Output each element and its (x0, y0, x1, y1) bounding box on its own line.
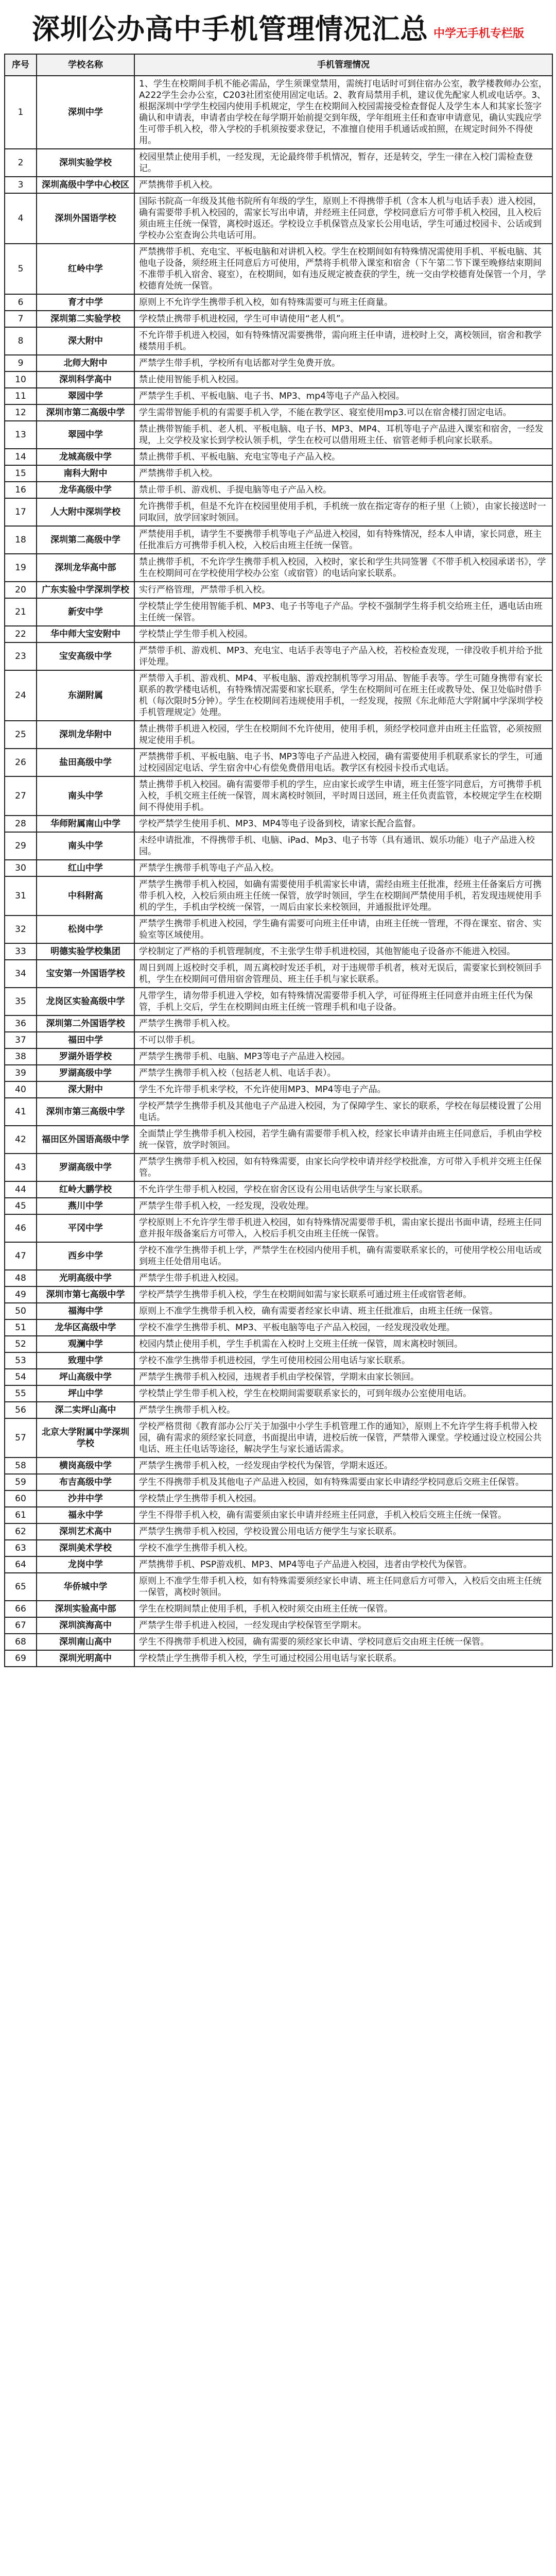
school-name: 观澜中学 (37, 1336, 134, 1352)
table-row (5, 1181, 552, 1198)
row-number: 21 (5, 598, 37, 626)
school-name: 南科大附中 (37, 465, 134, 482)
policy-text: 禁止使用智能手机入校园。 (134, 371, 552, 388)
row-number: 14 (5, 449, 37, 465)
row-number: 53 (5, 1352, 37, 1369)
school-name: 福永中学 (37, 1507, 134, 1523)
table-row (5, 355, 552, 371)
table-row (5, 1214, 552, 1242)
policy-text: 学生不得带手机入校，确有需要须由家长申请并经班主任同意，手机入校后交班主任统一保管。 (134, 1507, 552, 1523)
policy-text: 严禁学生携带手机入校（包括老人机、电话手表）。 (134, 1065, 552, 1081)
policy-text: 不允许带手机进入校园，如有特殊情况需要携带，需向班主任申请，进校时上交，离校领回，宿舍和教学楼禁用手机。 (134, 327, 552, 355)
policy-text: 严禁带入手机、游戏机、MP4、平板电脑、游戏控制机等学习用品、智能手表等。学生可随身携带有家长联系的教学楼电话机，有特殊情况需要和家长联系，学生在校期间可在班主任或教导处、保卫处临时借手机（每次限时5分钟）。学生在校期间若违规使用手机，一经发现，按照《东北师范大学附属中学深圳学校手机管理规定》处理。 (134, 670, 552, 721)
policy-text: 严禁学生携带手机入校。 (134, 1402, 552, 1418)
policy-text: 严禁学生携带手机、电脑、MP3等电子产品进入校园。 (134, 1048, 552, 1065)
school-name: 深二实坪山高中 (37, 1402, 134, 1418)
row-number: 27 (5, 776, 37, 816)
row-number: 24 (5, 670, 37, 721)
school-name: 东湖附属 (37, 670, 134, 721)
policy-text: 禁止带手机、游戏机、手提电脑等电子产品入校。 (134, 482, 552, 498)
policy-text: 凡带学生，请勿带手机进入学校，如有特殊情况需要带手机入学，可征得班主任同意并由班主任代为保管，手机上交后，学生在校期间由班主任统一管理手机和电子设备。 (134, 988, 552, 1015)
table-row (5, 1242, 552, 1270)
row-number: 1 (5, 76, 37, 149)
school-name: 龙华区高级中学 (37, 1319, 134, 1336)
policy-text: 学生不允许带手机来学校，不允许使用MP3、MP4等电子产品。 (134, 1081, 552, 1098)
policy-text: 禁止携带手机进入校园，学生在校期间不允许使用，使用手机，须经学校同意并由班主任监管，必须按照规定使用手机。 (134, 721, 552, 749)
policy-table (4, 54, 553, 1667)
school-name: 华侨城中学 (37, 1573, 134, 1601)
table-row (5, 404, 552, 421)
row-number: 36 (5, 1015, 37, 1032)
school-name: 红山中学 (37, 860, 134, 876)
school-name: 深圳高级中学中心校区 (37, 177, 134, 193)
policy-text: 学校制定了严格的手机管理制度，不主张学生带手机进校园，其他智能电子设备亦不能进入校园。 (134, 943, 552, 960)
policy-text: 严禁学生携带手机入校园，违规者手机由学校保管，学期末由家长领回。 (134, 1369, 552, 1385)
table-row (5, 916, 552, 943)
school-name: 致理中学 (37, 1352, 134, 1369)
row-number: 33 (5, 943, 37, 960)
policy-text: 严禁学生带手机进入校园，一经发现由学校保管至学期末。 (134, 1617, 552, 1634)
row-number: 66 (5, 1601, 37, 1617)
school-name: 坪山中学 (37, 1385, 134, 1402)
school-name: 深圳市第七高级中学 (37, 1286, 134, 1303)
page-subtitle: 中学无手机专栏版 (433, 27, 524, 40)
table-row (5, 749, 552, 776)
school-name: 深圳龙华附中 (37, 721, 134, 749)
school-name: 育才中学 (37, 294, 134, 311)
row-number: 62 (5, 1523, 37, 1540)
table-row (5, 1270, 552, 1286)
table-row (5, 1418, 552, 1458)
table-row (5, 1319, 552, 1336)
table-row (5, 1336, 552, 1352)
row-number: 56 (5, 1402, 37, 1418)
row-number: 44 (5, 1181, 37, 1198)
policy-text: 不可以带手机。 (134, 1032, 552, 1048)
table-row (5, 1081, 552, 1098)
policy-text: 学生不得携带手机及其他电子产品进入校园，如有特殊需要由家长申请经学校同意后交班主任保管。 (134, 1474, 552, 1490)
policy-text: 学校原则上不允许学生带手机进入校园，如有特殊情况需要带手机，需由家长提出书面申请，经班主任同意并报年级备案后方可带入，入校后手机交由班主任统一保管。 (134, 1214, 552, 1242)
row-number: 29 (5, 832, 37, 860)
table-row (5, 816, 552, 832)
policy-text: 严禁学生带手机入校，一经发现，没收处理。 (134, 1198, 552, 1214)
row-number: 9 (5, 355, 37, 371)
table-row (5, 943, 552, 960)
table-row (5, 554, 552, 582)
policy-text: 学校禁止学生使用智能手机、MP3、电子书等电子产品。学校不强制学生将手机交给班主任，遇电话由班主任统一保管。 (134, 598, 552, 626)
school-name: 宝安高级中学 (37, 642, 134, 670)
table-row (5, 1032, 552, 1048)
policy-text: 严禁学生携带手机进入校园，学生确有需要可向班主任申请，由班主任统一管理，不得在课室、宿舍、实验室等区域使用。 (134, 916, 552, 943)
school-name: 平冈中学 (37, 1214, 134, 1242)
row-number: 48 (5, 1270, 37, 1286)
policy-text: 禁止携带智能手机、老人机、平板电脑、电子书、MP3、MP4、耳机等电子产品进入课室和宿舍，一经发现，上交学校及家长到学校认领手机，学生在校可以借用班主任、宿管老师手机向家长联系。 (134, 421, 552, 449)
table-row (5, 1048, 552, 1065)
row-number: 18 (5, 526, 37, 554)
row-number: 6 (5, 294, 37, 311)
school-name: 北师大附中 (37, 355, 134, 371)
school-name: 深圳科学高中 (37, 371, 134, 388)
policy-text: 严禁学生携带手机等电子产品入校。 (134, 860, 552, 876)
school-name: 罗湖高级中学 (37, 1154, 134, 1181)
row-number: 19 (5, 554, 37, 582)
table-row (5, 1385, 552, 1402)
row-number: 17 (5, 498, 37, 526)
row-number: 25 (5, 721, 37, 749)
row-number: 37 (5, 1032, 37, 1048)
policy-text: 严禁学生携带手机入校，一经发现由学校代为保管，学期末返还。 (134, 1458, 552, 1474)
school-name: 翠园中学 (37, 388, 134, 404)
school-name: 广东实验中学深圳学校 (37, 582, 134, 598)
table-row (5, 1556, 552, 1573)
table-row (5, 1650, 552, 1667)
row-number: 40 (5, 1081, 37, 1098)
table-row (5, 776, 552, 816)
table-row (5, 311, 552, 327)
row-number: 47 (5, 1242, 37, 1270)
policy-text: 严禁使用手机，请学生不要携带手机等电子产品进入校园，如有特殊情况，经本人申请，家长同意，班主任批准后方可携带手机入校，入校后由班主任统一保管。 (134, 526, 552, 554)
school-name: 福田区外国语高级中学 (37, 1126, 134, 1154)
school-name: 罗湖外语学校 (37, 1048, 134, 1065)
policy-text: 周日到周上返校时交手机，周五离校时发还手机，对于违规带手机者，核对无误后，需要家长到校领回手机，学生在校期间可借用宿舍管理员、班主任手机与家长联系。 (134, 960, 552, 988)
row-number: 52 (5, 1336, 37, 1352)
table-row (5, 670, 552, 721)
row-number: 59 (5, 1474, 37, 1490)
policy-text: 学校禁止学生带手机入校园。 (134, 626, 552, 642)
policy-text: 学校禁止学生带手机入校，学生在校期间需要联系家长的，可到年级办公室使用电话。 (134, 1385, 552, 1402)
school-name: 松岗中学 (37, 916, 134, 943)
table-row (5, 388, 552, 404)
school-name: 华中师大宝安附中 (37, 626, 134, 642)
policy-text: 实行严格管理，严禁带手机入校。 (134, 582, 552, 598)
policy-text: 学校严禁学生携带手机及其他电子产品进入校园，为了保障学生、家长的联系，学校在每层楼设置了公用电话。 (134, 1098, 552, 1126)
policy-text: 全面禁止学生携带手机入校园，若学生确有需要带手机入校，经家长申请并由班主任同意后，手机由学校统一保管，放学时领回。 (134, 1126, 552, 1154)
policy-text: 学生在校期间禁止使用手机，手机入校时须交由班主任统一保管。 (134, 1601, 552, 1617)
policy-text: 不允许学生带手机入校园，学校在宿舍区设有公用电话供学生与家长联系。 (134, 1181, 552, 1198)
school-name: 深圳实验学校 (37, 149, 134, 177)
school-name: 南头中学 (37, 832, 134, 860)
school-name: 深圳第二实验学校 (37, 311, 134, 327)
table-row (5, 1540, 552, 1556)
school-name: 布吉高级中学 (37, 1474, 134, 1490)
table-header-row (5, 54, 552, 76)
school-name: 龙城高级中学 (37, 449, 134, 465)
policy-text: 严禁学生携带手机入校园，如有特殊需要，由家长向学校申请并经学校批准，方可带入手机并交班主任保管。 (134, 1154, 552, 1181)
page-title: 深圳公办高中手机管理情况汇总 (31, 12, 428, 45)
school-name: 宝安第一外国语学校 (37, 960, 134, 988)
table-body (5, 76, 552, 1667)
policy-text: 禁止携带手机，不允许学生携带手机入校园，入校时，家长和学生共同签署《不带手机入校园承诺书》，学生在校期间可在学校使用学校办公室（或宿管）的电话向家长联系。 (134, 554, 552, 582)
school-name: 龙岗区实验高级中学 (37, 988, 134, 1015)
row-number: 30 (5, 860, 37, 876)
row-number: 42 (5, 1126, 37, 1154)
table-row (5, 626, 552, 642)
header-school: 学校名称 (37, 54, 134, 76)
policy-text: 严禁学生携带手机入校园，学校设置公用电话方便学生与家长联系。 (134, 1523, 552, 1540)
table-row (5, 177, 552, 193)
table-row (5, 721, 552, 749)
row-number: 58 (5, 1458, 37, 1474)
table-row (5, 1369, 552, 1385)
table-row (5, 1573, 552, 1601)
row-number: 57 (5, 1418, 37, 1458)
school-name: 深圳中学 (37, 76, 134, 149)
policy-text: 严禁学生携带手机入校。 (134, 1015, 552, 1032)
table-row (5, 1523, 552, 1540)
policy-text: 未经申请批准，不得携带手机、电脑、iPad、Mp3、电子书等（具有通讯、娱乐功能）电子产品进入校园。 (134, 832, 552, 860)
row-number: 13 (5, 421, 37, 449)
table-row (5, 193, 552, 244)
policy-text: 严禁携带手机、充电宝、平板电脑和对讲机入校。学生在校期间如有特殊情况需使用手机、平板电脑、其他电子设备，须经班主任同意后方可使用，严禁将手机带入课室和宿舍（下午第二节下课至晚修结束期间不准带手机入宿舍、寝室），在校期间，如有违反规定被查获的学生，统一交由学校德育处保管一个月，学校德育处统一保管。 (134, 244, 552, 294)
row-number: 23 (5, 642, 37, 670)
row-number: 64 (5, 1556, 37, 1573)
school-name: 盐田高级中学 (37, 749, 134, 776)
table-row (5, 498, 552, 526)
school-name: 深圳南山高中 (37, 1634, 134, 1650)
table-row (5, 1154, 552, 1181)
school-name: 南头中学 (37, 776, 134, 816)
school-name: 明德实验学校集团 (37, 943, 134, 960)
row-number: 49 (5, 1286, 37, 1303)
table-row (5, 1507, 552, 1523)
school-name: 红岭大鹏学校 (37, 1181, 134, 1198)
school-name: 坪山高级中学 (37, 1369, 134, 1385)
table-row (5, 1098, 552, 1126)
table-row (5, 327, 552, 355)
policy-text: 学生需带智能手机的有需要手机入学，不能在教学区、寝室使用mp3.可以在宿舍楼打固定电话。 (134, 404, 552, 421)
policy-text: 校园里禁止使用手机，一经发现，无论最终带手机情况，暂存，还是转交，学生一律在入校门需检查登记。 (134, 149, 552, 177)
row-number: 39 (5, 1065, 37, 1081)
header-policy: 手机管理情况 (134, 54, 552, 76)
policy-text: 严禁携带手机入校。 (134, 177, 552, 193)
table-row (5, 642, 552, 670)
row-number: 34 (5, 960, 37, 988)
table-row (5, 1286, 552, 1303)
table-row (5, 1402, 552, 1418)
row-number: 67 (5, 1617, 37, 1634)
row-number: 43 (5, 1154, 37, 1181)
row-number: 26 (5, 749, 37, 776)
row-number: 38 (5, 1048, 37, 1065)
row-number: 22 (5, 626, 37, 642)
table-row (5, 421, 552, 449)
table-row (5, 988, 552, 1015)
row-number: 31 (5, 876, 37, 916)
row-number: 61 (5, 1507, 37, 1523)
policy-text: 严禁学生带手机进入校园。 (134, 1270, 552, 1286)
school-name: 深圳实验高中部 (37, 1601, 134, 1617)
school-name: 深圳龙华高中部 (37, 554, 134, 582)
row-number: 15 (5, 465, 37, 482)
school-name: 罗湖高级中学 (37, 1065, 134, 1081)
row-number: 3 (5, 177, 37, 193)
policy-text: 学校禁止学生携带手机入校园。 (134, 1490, 552, 1507)
policy-text: 严禁携带手机、平板电脑、电子书、MP3等电子产品进入校园，确有需要使用手机联系家长的学生，可通过校园固定电话、学生宿舍中心有偿免费借用电话。教学区有校园卡投币式电话。 (134, 749, 552, 776)
policy-text: 原则上不准学生带手机入校，如有特殊需要须经家长申请、班主任同意后方可带入，入校后交由班主任统一保管，离校时领回。 (134, 1573, 552, 1601)
row-number: 11 (5, 388, 37, 404)
school-name: 深圳市第二高级中学 (37, 404, 134, 421)
policy-text: 禁止携带手机、平板电脑、充电宝等电子产品入校。 (134, 449, 552, 465)
policy-text: 学校不准学生携带手机进校园，学生可使用校园公用电话与家长联系。 (134, 1352, 552, 1369)
row-number: 55 (5, 1385, 37, 1402)
school-name: 福田中学 (37, 1032, 134, 1048)
policy-text: 学校不准学生携带手机、MP3、平板电脑等电子产品入校园，一经发现没收处理。 (134, 1319, 552, 1336)
row-number: 46 (5, 1214, 37, 1242)
policy-text: 学校不准学生携带手机上学，严禁学生在校园内使用手机，确有需要联系家长的，可使用学校公用电话或到班主任处借用电话。 (134, 1242, 552, 1270)
school-name: 深圳艺术高中 (37, 1523, 134, 1540)
table-row (5, 371, 552, 388)
policy-text: 严禁带手机、游戏机、MP3、充电宝、电话手表等电子产品入校，若校检查发现，一律没收手机并给予批评处理。 (134, 642, 552, 670)
table-row (5, 598, 552, 626)
row-number: 5 (5, 244, 37, 294)
school-name: 西乡中学 (37, 1242, 134, 1270)
school-name: 中科附高 (37, 876, 134, 916)
table-row (5, 1352, 552, 1369)
table-row (5, 860, 552, 876)
policy-text: 严禁携带手机入校。 (134, 465, 552, 482)
policy-text: 学校禁止学生携带手机入校，学生可通过校园公用电话与家长联系。 (134, 1650, 552, 1667)
table-row (5, 1198, 552, 1214)
row-number: 63 (5, 1540, 37, 1556)
table-row (5, 294, 552, 311)
table-row (5, 149, 552, 177)
policy-text: 学校严格贯彻《教育部办公厅关于加强中小学生手机管理工作的通知》，原则上不允许学生将手机带入校园，确有需求的须经家长同意，书面提出申请，进校后统一保管，严禁带入课堂。学校通过设立校园公共电话、班主任电话等途径，解决学生与家长通话需求。 (134, 1418, 552, 1458)
row-number: 32 (5, 916, 37, 943)
table-row (5, 832, 552, 860)
row-number: 50 (5, 1303, 37, 1319)
row-number: 16 (5, 482, 37, 498)
school-name: 深圳市第三高级中学 (37, 1098, 134, 1126)
policy-text: 学校禁止携带手机进校园，学生可申请使用“老人机”。 (134, 311, 552, 327)
table-row (5, 960, 552, 988)
title-area (0, 0, 556, 54)
school-name: 深大附中 (37, 327, 134, 355)
header-no: 序号 (5, 54, 37, 76)
table-row (5, 1065, 552, 1081)
row-number: 54 (5, 1369, 37, 1385)
row-number: 28 (5, 816, 37, 832)
policy-text: 学校不准学生携带手机入校。 (134, 1540, 552, 1556)
school-name: 龙华高级中学 (37, 482, 134, 498)
table-row (5, 482, 552, 498)
school-name: 翠园中学 (37, 421, 134, 449)
row-number: 2 (5, 149, 37, 177)
policy-text: 学生不得携带手机进入校园，确有需要的须经家长申请、学校同意后交由班主任统一保管。 (134, 1634, 552, 1650)
table-row (5, 1474, 552, 1490)
policy-text: 学校严禁学生携带手机入校，学生在校期间如需与家长联系可通过班主任或宿管老师。 (134, 1286, 552, 1303)
table-row (5, 465, 552, 482)
table-row (5, 1126, 552, 1154)
row-number: 68 (5, 1634, 37, 1650)
table-row (5, 1458, 552, 1474)
table-row (5, 449, 552, 465)
school-name: 深圳外国语学校 (37, 193, 134, 244)
school-name: 深圳第二高级中学 (37, 526, 134, 554)
school-name: 深圳第二外国语学校 (37, 1015, 134, 1032)
table-row (5, 76, 552, 149)
row-number: 10 (5, 371, 37, 388)
school-name: 人大附中深圳学校 (37, 498, 134, 526)
row-number: 60 (5, 1490, 37, 1507)
policy-text: 严禁学生带手机，学校所有电话都对学生免费开放。 (134, 355, 552, 371)
school-name: 深圳光明高中 (37, 1650, 134, 1667)
policy-text: 1、学生在校期间手机不能必需品，学生须课堂禁用，需统打电话时可到住宿办公室，教学楼教师办公室，A222学生会办公室，C203社团室使用固定电话。2、教育局禁用手机，建议优先配家人机或电话亭。3、根据深圳中学学生校园内使用手机规定，学生在校期间入校园需接受检查督促人及学生本人和其家长签字确认和申请表，申请者由学校在每学期开始前提交到年级，学年组班主任和查审申请意见，确认实践应学生可带手机入校，带入学校的手机须按要求登记，不准擅自使用手机通话或拍照，在规定时间外不得使用。 (134, 76, 552, 149)
table-row (5, 526, 552, 554)
table-row (5, 1015, 552, 1032)
school-name: 深大附中 (37, 1081, 134, 1098)
school-name: 光明高级中学 (37, 1270, 134, 1286)
policy-text: 原则上不允许学生携带手机入校，如有特殊需要可与班主任商量。 (134, 294, 552, 311)
row-number: 45 (5, 1198, 37, 1214)
row-number: 12 (5, 404, 37, 421)
row-number: 8 (5, 327, 37, 355)
table-row (5, 1617, 552, 1634)
policy-text: 严禁携带手机、PSP游戏机、MP3、MP4等电子产品进入校园，违者由学校代为保管。 (134, 1556, 552, 1573)
row-number: 69 (5, 1650, 37, 1667)
policy-text: 原则上不准学生携带手机入校，确有需要者经家长申请、班主任批准后，由班主任统一保管。 (134, 1303, 552, 1319)
school-name: 深圳滨海高中 (37, 1617, 134, 1634)
policy-text: 禁止携带手机入校园。确有需要带手机的学生，应由家长或学生申请，班主任签字同意后，方可携带手机入校，手机交班主任统一保管，周末离校时领回，平时周日送回，班主任负责监管，本校规定学生在校期间不得使用手机。 (134, 776, 552, 816)
row-number: 35 (5, 988, 37, 1015)
policy-text: 学校严禁学生使用手机、MP3、MP4等电子设备到校，请家长配合监督。 (134, 816, 552, 832)
row-number: 51 (5, 1319, 37, 1336)
row-number: 4 (5, 193, 37, 244)
table-row (5, 1303, 552, 1319)
policy-text: 校园内禁止使用手机，学生手机需在入校时上交班主任统一保管，周末离校时领回。 (134, 1336, 552, 1352)
row-number: 65 (5, 1573, 37, 1601)
school-name: 龙岗中学 (37, 1556, 134, 1573)
table-row (5, 876, 552, 916)
school-name: 横岗高级中学 (37, 1458, 134, 1474)
policy-text: 严禁学生携带手机入校园，如确有需要使用手机需家长申请，需经由班主任批准，经班主任备案后方可携带手机入校，入校后须由班主任统一保管，放学时领回，学生在校期间严禁使用手机，若发现违规使用手机的学生，手机由学校统一保管，一周后由家长来校领回，并通报批评处理。 (134, 876, 552, 916)
school-name: 华师附属南山中学 (37, 816, 134, 832)
row-number: 7 (5, 311, 37, 327)
policy-text: 国际书院高一年级及其他书院所有年级的学生，原则上不得携带手机（含本人机与电话手表）进入校园，确有需要带手机入校园的，需家长写出申请，并经班主任同意，学校同意后方可带手机入校园，且入校后须由班主任统一保管，离校时返还。学校设立手机保管点及家长公用电话，学生可通过校园卡、公话或到学校办公室查询公共电话可用。 (134, 193, 552, 244)
policy-text: 严禁学生手机、平板电脑、电子书、MP3、mp4等电子产品入校园。 (134, 388, 552, 404)
school-name: 深圳美术学校 (37, 1540, 134, 1556)
row-number: 20 (5, 582, 37, 598)
school-name: 沙井中学 (37, 1490, 134, 1507)
school-name: 北京大学附属中学深圳学校 (37, 1418, 134, 1458)
school-name: 红岭中学 (37, 244, 134, 294)
school-name: 燕川中学 (37, 1198, 134, 1214)
table-row (5, 1601, 552, 1617)
school-name: 新安中学 (37, 598, 134, 626)
table-row (5, 1490, 552, 1507)
school-name: 福海中学 (37, 1303, 134, 1319)
row-number: 41 (5, 1098, 37, 1126)
table-row (5, 244, 552, 294)
table-header (5, 54, 552, 76)
table-row (5, 582, 552, 598)
policy-text: 允许携带手机，但是不允许在校园里使用手机，手机统一放在指定寄存的柜子里（上锁），由家长接送时一同取回，放学回家时领回。 (134, 498, 552, 526)
table-row (5, 1634, 552, 1650)
